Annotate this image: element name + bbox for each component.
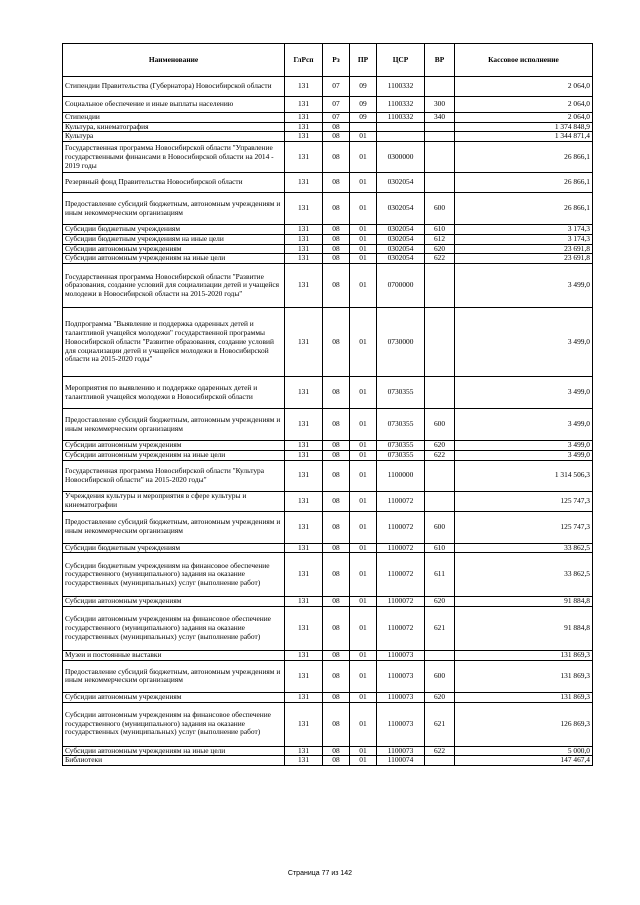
cell-rz: 08: [323, 377, 350, 409]
cell-csr: 1100332: [377, 77, 425, 97]
cell-csr: 0730355: [377, 450, 425, 460]
cell-vr: [425, 142, 455, 173]
cell-cash-execution: 5 000,0: [455, 746, 593, 756]
table-row: [63, 193, 593, 225]
cell-vr: 620: [425, 597, 455, 607]
cell-name: Мероприятия по выявлению и поддержке одаренных детей и талантливой учащейся молодежи в Новосибирской области: [63, 377, 285, 409]
cell-glrsp: 131: [285, 113, 323, 123]
cell-vr: [425, 491, 455, 511]
cell-rz: 08: [323, 193, 350, 225]
cell-rz: 08: [323, 746, 350, 756]
cell-name: Стипендии: [63, 113, 285, 123]
cell-rz: 08: [323, 597, 350, 607]
cell-pr: 01: [350, 607, 377, 651]
cell-pr: 01: [350, 756, 377, 766]
cell-rz: 08: [323, 234, 350, 244]
cell-name: Субсидии автономным учреждениям: [63, 692, 285, 702]
cell-csr: 1100332: [377, 97, 425, 113]
cell-rz: 08: [323, 692, 350, 702]
cell-name: Субсидии автономным учреждениям на иные цели: [63, 746, 285, 756]
cell-glrsp: 131: [285, 77, 323, 97]
cell-glrsp: 131: [285, 543, 323, 553]
cell-cash-execution: 131 869,3: [455, 692, 593, 702]
cell-glrsp: 131: [285, 450, 323, 460]
cell-pr: 01: [350, 460, 377, 491]
cell-pr: 01: [350, 651, 377, 661]
cell-cash-execution: 3 499,0: [455, 409, 593, 441]
cell-csr: 0700000: [377, 264, 425, 308]
cell-vr: 600: [425, 193, 455, 225]
cell-rz: 07: [323, 97, 350, 113]
table-row: [63, 607, 593, 651]
budget-table-sheet: [62, 43, 592, 766]
cell-cash-execution: 26 866,1: [455, 173, 593, 193]
cell-vr: 612: [425, 234, 455, 244]
cell-pr: 01: [350, 553, 377, 597]
cell-csr: 0730000: [377, 308, 425, 377]
table-row: [63, 441, 593, 451]
cell-csr: 1100073: [377, 651, 425, 661]
cell-vr: 600: [425, 511, 455, 543]
cell-name: Государственная программа Новосибирской области "Управление государственными финансами в Новосибирской области на 2014 - 2019 годы: [63, 142, 285, 173]
budget-table: [62, 43, 593, 766]
cell-vr: 610: [425, 225, 455, 235]
cell-vr: [425, 122, 455, 132]
cell-vr: 621: [425, 702, 455, 746]
cell-pr: 01: [350, 692, 377, 702]
cell-rz: 08: [323, 460, 350, 491]
cell-name: Государственная программа Новосибирской области "Развитие образования, создание условий для социализации детей и учащейся молодежи в Новосибирской области на 2015-2020 годы": [63, 264, 285, 308]
cell-cash-execution: 3 499,0: [455, 441, 593, 451]
table-row: [63, 660, 593, 692]
cell-rz: 07: [323, 77, 350, 97]
table-row: [63, 122, 593, 132]
table-row: [63, 746, 593, 756]
cell-name: Субсидии автономным учреждениям на финансовое обеспечение государственного (муниципального) задания на оказание государственных (муниципальных) услуг (выполнение работ): [63, 702, 285, 746]
cell-csr: 0302054: [377, 193, 425, 225]
cell-vr: 600: [425, 409, 455, 441]
table-row: [63, 450, 593, 460]
cell-rz: 08: [323, 122, 350, 132]
cell-vr: [425, 264, 455, 308]
cell-cash-execution: 23 691,8: [455, 244, 593, 254]
cell-vr: 622: [425, 746, 455, 756]
cell-name: Субсидии автономным учреждениям на иные цели: [63, 450, 285, 460]
table-row: [63, 756, 593, 766]
cell-rz: 08: [323, 409, 350, 441]
cell-vr: 620: [425, 441, 455, 451]
cell-name: Субсидии автономным учреждениям на финансовое обеспечение государственного (муниципального) задания на оказание государственных (муниципальных) услуг (выполнение работ): [63, 607, 285, 651]
cell-glrsp: 131: [285, 597, 323, 607]
cell-glrsp: 131: [285, 193, 323, 225]
header-vr: ВР: [425, 44, 455, 77]
table-row: [63, 651, 593, 661]
cell-vr: 621: [425, 607, 455, 651]
cell-csr: 1100073: [377, 660, 425, 692]
table-row: [63, 460, 593, 491]
cell-csr: 0302054: [377, 173, 425, 193]
cell-rz: 08: [323, 225, 350, 235]
cell-csr: 1100072: [377, 607, 425, 651]
cell-cash-execution: 131 869,3: [455, 660, 593, 692]
cell-cash-execution: 33 862,5: [455, 553, 593, 597]
cell-cash-execution: 2 064,0: [455, 97, 593, 113]
cell-vr: 300: [425, 97, 455, 113]
table-row: [63, 264, 593, 308]
cell-vr: [425, 377, 455, 409]
cell-cash-execution: 2 064,0: [455, 113, 593, 123]
cell-glrsp: 131: [285, 553, 323, 597]
cell-csr: 1100073: [377, 692, 425, 702]
cell-rz: 08: [323, 308, 350, 377]
cell-name: Субсидии бюджетным учреждениям на финансовое обеспечение государственного (муниципального) задания на оказание государственных (муниципальных) услуг (выполнение работ): [63, 553, 285, 597]
cell-csr: 1100072: [377, 491, 425, 511]
header-glrsp: ГлРсп: [285, 44, 323, 77]
cell-pr: 01: [350, 511, 377, 543]
cell-cash-execution: 126 869,3: [455, 702, 593, 746]
cell-name: Библиотеки: [63, 756, 285, 766]
cell-pr: 01: [350, 491, 377, 511]
table-row: [63, 377, 593, 409]
cell-vr: 620: [425, 244, 455, 254]
cell-rz: 08: [323, 511, 350, 543]
cell-csr: 1100332: [377, 113, 425, 123]
cell-glrsp: 131: [285, 254, 323, 264]
cell-csr: [377, 122, 425, 132]
cell-pr: 09: [350, 113, 377, 123]
cell-rz: 08: [323, 441, 350, 451]
cell-name: Субсидии бюджетным учреждениям на иные цели: [63, 234, 285, 244]
cell-glrsp: 131: [285, 746, 323, 756]
cell-csr: 0730355: [377, 409, 425, 441]
cell-glrsp: 131: [285, 132, 323, 142]
table-body: [63, 77, 593, 766]
cell-glrsp: 131: [285, 756, 323, 766]
header-rz: Рз: [323, 44, 350, 77]
cell-rz: 08: [323, 543, 350, 553]
cell-pr: 01: [350, 660, 377, 692]
cell-pr: 01: [350, 132, 377, 142]
cell-rz: 08: [323, 651, 350, 661]
table-header-row: [63, 44, 593, 77]
cell-rz: 08: [323, 491, 350, 511]
cell-rz: 08: [323, 142, 350, 173]
cell-name: Предоставление субсидий бюджетным, автономным учреждениям и иным некоммерческим организациям: [63, 660, 285, 692]
header-cash-execution: Кассовое исполнение: [455, 44, 593, 77]
cell-cash-execution: 147 467,4: [455, 756, 593, 766]
cell-glrsp: 131: [285, 377, 323, 409]
cell-vr: [425, 756, 455, 766]
cell-pr: 01: [350, 702, 377, 746]
table-row: [63, 702, 593, 746]
cell-glrsp: 131: [285, 244, 323, 254]
cell-vr: [425, 651, 455, 661]
cell-name: Государственная программа Новосибирской области "Культура Новосибирской области" на 2015-2020 годы": [63, 460, 285, 491]
cell-rz: 08: [323, 450, 350, 460]
table-row: [63, 142, 593, 173]
table-row: [63, 553, 593, 597]
cell-csr: 1100074: [377, 756, 425, 766]
cell-vr: [425, 132, 455, 142]
table-row: [63, 77, 593, 97]
table-row: [63, 97, 593, 113]
cell-csr: 0730355: [377, 441, 425, 451]
cell-name: Подпрограмма "Выявление и поддержка одаренных детей и талантливой учащейся молодежи" государственной программы Новосибирской области "Развитие образования, создание условий для социализации детей и учащейся молодежи в Новосибирской области на 2015-2020 годы": [63, 308, 285, 377]
table-row: [63, 308, 593, 377]
cell-name: Учреждения культуры и мероприятия в сфере культуры и кинематографии: [63, 491, 285, 511]
cell-rz: 08: [323, 254, 350, 264]
cell-glrsp: 131: [285, 660, 323, 692]
table-row: [63, 113, 593, 123]
cell-rz: 08: [323, 264, 350, 308]
cell-cash-execution: 3 174,3: [455, 225, 593, 235]
cell-cash-execution: 3 499,0: [455, 264, 593, 308]
cell-glrsp: 131: [285, 460, 323, 491]
cell-pr: 01: [350, 746, 377, 756]
table-row: [63, 597, 593, 607]
cell-name: Предоставление субсидий бюджетным, автономным учреждениям и иным некоммерческим организациям: [63, 409, 285, 441]
cell-pr: 01: [350, 225, 377, 235]
cell-pr: 01: [350, 173, 377, 193]
cell-glrsp: 131: [285, 441, 323, 451]
cell-glrsp: 131: [285, 97, 323, 113]
cell-pr: 09: [350, 77, 377, 97]
page-number: Страница 77 из 142: [287, 870, 353, 877]
cell-rz: 08: [323, 756, 350, 766]
cell-csr: 0730355: [377, 377, 425, 409]
cell-name: Субсидии автономным учреждениям: [63, 441, 285, 451]
cell-cash-execution: 125 747,3: [455, 511, 593, 543]
cell-cash-execution: 3 499,0: [455, 308, 593, 377]
table-row: [63, 173, 593, 193]
cell-csr: 1100072: [377, 511, 425, 543]
cell-rz: 08: [323, 173, 350, 193]
cell-glrsp: 131: [285, 702, 323, 746]
cell-cash-execution: 125 747,3: [455, 491, 593, 511]
cell-vr: 610: [425, 543, 455, 553]
cell-vr: 620: [425, 692, 455, 702]
cell-cash-execution: 1 314 506,3: [455, 460, 593, 491]
cell-csr: 0300000: [377, 142, 425, 173]
cell-glrsp: 131: [285, 225, 323, 235]
cell-glrsp: 131: [285, 651, 323, 661]
cell-cash-execution: 33 862,5: [455, 543, 593, 553]
cell-csr: 0302054: [377, 234, 425, 244]
cell-pr: 01: [350, 441, 377, 451]
cell-glrsp: 131: [285, 409, 323, 441]
table-row: [63, 543, 593, 553]
cell-csr: 1100073: [377, 746, 425, 756]
cell-rz: 07: [323, 113, 350, 123]
table-row: [63, 234, 593, 244]
cell-pr: 01: [350, 254, 377, 264]
cell-cash-execution: 91 884,8: [455, 607, 593, 651]
cell-csr: 0302054: [377, 244, 425, 254]
cell-csr: 1100072: [377, 597, 425, 607]
cell-name: Субсидии бюджетным учреждениям: [63, 225, 285, 235]
cell-name: Субсидии автономным учреждениям: [63, 244, 285, 254]
cell-cash-execution: 26 866,1: [455, 193, 593, 225]
table-row: [63, 491, 593, 511]
cell-glrsp: 131: [285, 234, 323, 244]
cell-rz: 08: [323, 244, 350, 254]
cell-pr: 01: [350, 193, 377, 225]
cell-glrsp: 131: [285, 122, 323, 132]
header-pr: ПР: [350, 44, 377, 77]
cell-pr: 01: [350, 409, 377, 441]
cell-csr: 1100072: [377, 543, 425, 553]
cell-name: Социальное обеспечение и иные выплаты населению: [63, 97, 285, 113]
cell-pr: 01: [350, 543, 377, 553]
cell-vr: 622: [425, 450, 455, 460]
cell-pr: 01: [350, 377, 377, 409]
cell-cash-execution: 1 374 848,9: [455, 122, 593, 132]
table-row: [63, 254, 593, 264]
cell-rz: 08: [323, 702, 350, 746]
table-row: [63, 692, 593, 702]
cell-cash-execution: 3 174,3: [455, 234, 593, 244]
cell-glrsp: 131: [285, 264, 323, 308]
header-name: Наименование: [63, 44, 285, 77]
cell-glrsp: 131: [285, 607, 323, 651]
cell-rz: 08: [323, 132, 350, 142]
cell-name: Резервный фонд Правительства Новосибирской области: [63, 173, 285, 193]
cell-pr: 01: [350, 264, 377, 308]
table-row: [63, 511, 593, 543]
cell-glrsp: 131: [285, 511, 323, 543]
cell-rz: 08: [323, 607, 350, 651]
cell-name: Стипендии Правительства (Губернатора) Новосибирской области: [63, 77, 285, 97]
cell-csr: 0302054: [377, 254, 425, 264]
table-row: [63, 409, 593, 441]
cell-cash-execution: 26 866,1: [455, 142, 593, 173]
cell-pr: 01: [350, 308, 377, 377]
cell-name: Субсидии автономным учреждениям на иные цели: [63, 254, 285, 264]
cell-csr: 0302054: [377, 225, 425, 235]
cell-rz: 08: [323, 553, 350, 597]
cell-vr: [425, 173, 455, 193]
table-row: [63, 132, 593, 142]
cell-csr: 1100072: [377, 553, 425, 597]
cell-glrsp: 131: [285, 173, 323, 193]
cell-name: Музеи и постоянные выставки: [63, 651, 285, 661]
cell-glrsp: 131: [285, 142, 323, 173]
cell-csr: 1100073: [377, 702, 425, 746]
table-row: [63, 225, 593, 235]
cell-pr: 09: [350, 97, 377, 113]
cell-pr: 01: [350, 234, 377, 244]
cell-cash-execution: 91 884,8: [455, 597, 593, 607]
cell-cash-execution: 23 691,8: [455, 254, 593, 264]
cell-vr: [425, 77, 455, 97]
cell-name: Субсидии бюджетным учреждениям: [63, 543, 285, 553]
header-csr: ЦСР: [377, 44, 425, 77]
cell-vr: 622: [425, 254, 455, 264]
cell-vr: 340: [425, 113, 455, 123]
cell-vr: 611: [425, 553, 455, 597]
cell-name: Культура: [63, 132, 285, 142]
cell-glrsp: 131: [285, 491, 323, 511]
cell-cash-execution: 3 499,0: [455, 377, 593, 409]
cell-vr: 600: [425, 660, 455, 692]
cell-pr: 01: [350, 450, 377, 460]
cell-glrsp: 131: [285, 308, 323, 377]
cell-vr: [425, 308, 455, 377]
cell-name: Предоставление субсидий бюджетным, автономным учреждениям и иным некоммерческим организациям: [63, 193, 285, 225]
cell-name: Предоставление субсидий бюджетным, автономным учреждениям и иным некоммерческим организациям: [63, 511, 285, 543]
cell-csr: 1100000: [377, 460, 425, 491]
cell-name: Культура, кинематография: [63, 122, 285, 132]
cell-name: Субсидии автономным учреждениям: [63, 597, 285, 607]
cell-rz: 08: [323, 660, 350, 692]
cell-cash-execution: 1 344 871,4: [455, 132, 593, 142]
cell-cash-execution: 131 869,3: [455, 651, 593, 661]
cell-pr: 01: [350, 244, 377, 254]
cell-vr: [425, 460, 455, 491]
cell-cash-execution: 2 064,0: [455, 77, 593, 97]
cell-cash-execution: 3 499,0: [455, 450, 593, 460]
cell-pr: 01: [350, 142, 377, 173]
cell-csr: [377, 132, 425, 142]
cell-pr: 01: [350, 597, 377, 607]
cell-glrsp: 131: [285, 692, 323, 702]
